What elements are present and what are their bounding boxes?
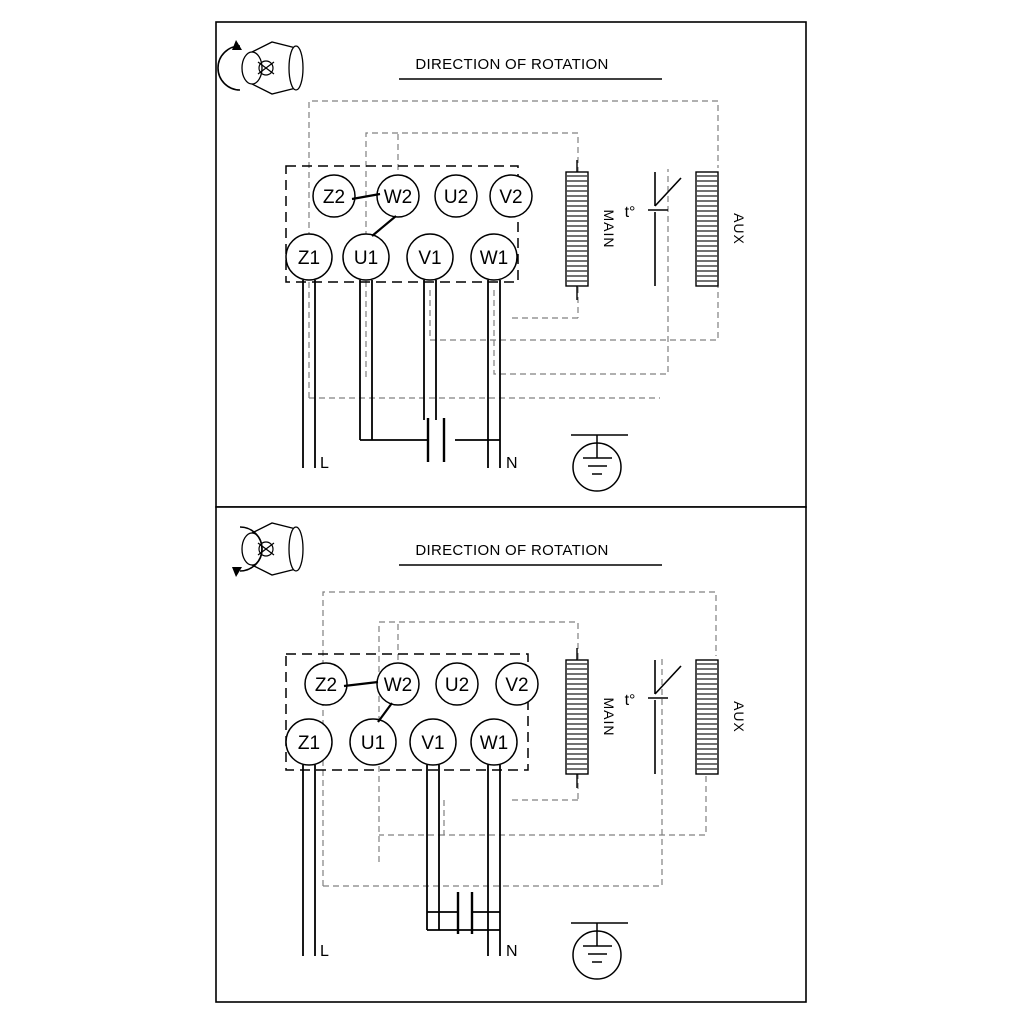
terminal-u1-top-label: U1 [353, 248, 379, 269]
terminal-u1-bottom-label: U1 [360, 733, 386, 754]
panel-bottom-title: DIRECTION OF ROTATION [415, 542, 609, 559]
panel-top-title: DIRECTION OF ROTATION [415, 56, 609, 73]
terminal-v2-top-label: V2 [499, 187, 523, 208]
coil-main-label-bottom: MAIN [601, 697, 617, 737]
terminal-z2-bottom-label: Z2 [314, 675, 338, 696]
terminal-z2-top-label: Z2 [322, 187, 346, 208]
supply-neutral-label-bottom: N [506, 943, 518, 960]
supply-live-label-top: L [320, 455, 329, 472]
terminal-v1-top-label: V1 [418, 248, 442, 269]
thermal-switch-label-top: t° [624, 204, 636, 221]
thermal-switch-label-bottom: t° [624, 692, 636, 709]
terminal-z1-top-label: Z1 [297, 248, 321, 269]
coil-aux-label-bottom: AUX [731, 701, 747, 733]
coil-aux-label-top: AUX [731, 213, 747, 245]
terminal-w2-bottom-label: W2 [383, 675, 413, 696]
terminal-v2-bottom-label: V2 [505, 675, 529, 696]
terminal-w1-top-label: W1 [479, 248, 509, 269]
terminal-u2-top-label: U2 [443, 187, 469, 208]
supply-live-label-bottom: L [320, 943, 329, 960]
terminal-w1-bottom-label: W1 [479, 733, 509, 754]
terminal-w2-top-label: W2 [383, 187, 413, 208]
supply-neutral-label-top: N [506, 455, 518, 472]
terminal-v1-bottom-label: V1 [421, 733, 445, 754]
terminal-z1-bottom-label: Z1 [297, 733, 321, 754]
coil-main-label-top: MAIN [601, 209, 617, 249]
terminal-u2-bottom-label: U2 [444, 675, 470, 696]
